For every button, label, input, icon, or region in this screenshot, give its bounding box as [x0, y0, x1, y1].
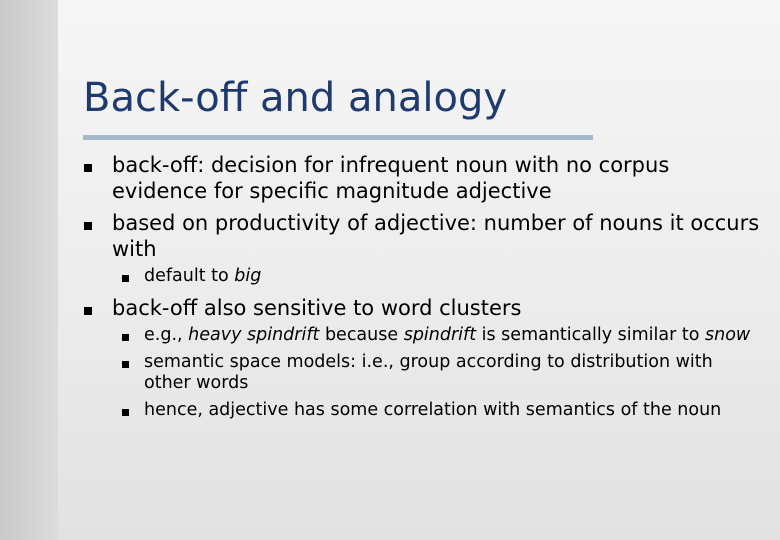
bullet-item — [84, 152, 764, 204]
sub-bullet-text: semantic space models: i.e., group according to distribution with other words — [144, 352, 713, 393]
bullet-text: based on productivity of adjective: number of nouns it occurs with — [112, 211, 760, 261]
sub-bullet-text-part: because — [319, 325, 404, 345]
sub-bullet-item — [84, 266, 764, 287]
sub-bullet-emphasis: heavy spindrift — [188, 325, 320, 345]
square-bullet-icon — [122, 275, 129, 282]
square-bullet-icon — [122, 409, 129, 416]
bullet-item — [84, 295, 764, 321]
square-bullet-icon — [84, 307, 92, 315]
square-bullet-icon — [122, 334, 129, 341]
sub-bullet-text-part: is semantically similar to — [476, 325, 706, 345]
slide-content — [84, 152, 764, 427]
sub-bullet-item — [84, 400, 764, 421]
sub-bullet-item — [84, 352, 764, 394]
sub-bullet-text — [144, 266, 261, 286]
sub-bullet-emphasis: snow — [705, 325, 751, 345]
sub-bullet-item — [84, 325, 764, 346]
sub-bullet-emphasis: big — [234, 266, 262, 286]
sub-bullet-text-part: default to — [144, 266, 235, 286]
bullet-item — [84, 210, 764, 262]
sub-bullet-emphasis: spindrift — [403, 325, 477, 345]
square-bullet-icon — [84, 222, 92, 230]
bullet-text: back-off: decision for infrequent noun with no corpus evidence for specific magnitude adjective — [112, 153, 670, 203]
left-margin-band — [0, 0, 58, 540]
sub-bullet-text — [144, 325, 750, 345]
square-bullet-icon — [84, 164, 92, 172]
sub-bullet-text-part: e.g., — [144, 325, 189, 345]
sub-bullet-text: hence, adjective has some correlation with semantics of the noun — [144, 400, 722, 420]
slide-title: Back-off and analogy — [83, 75, 508, 121]
bullet-text: back-off also sensitive to word clusters — [112, 296, 522, 320]
square-bullet-icon — [122, 361, 129, 368]
title-underline — [83, 135, 593, 140]
